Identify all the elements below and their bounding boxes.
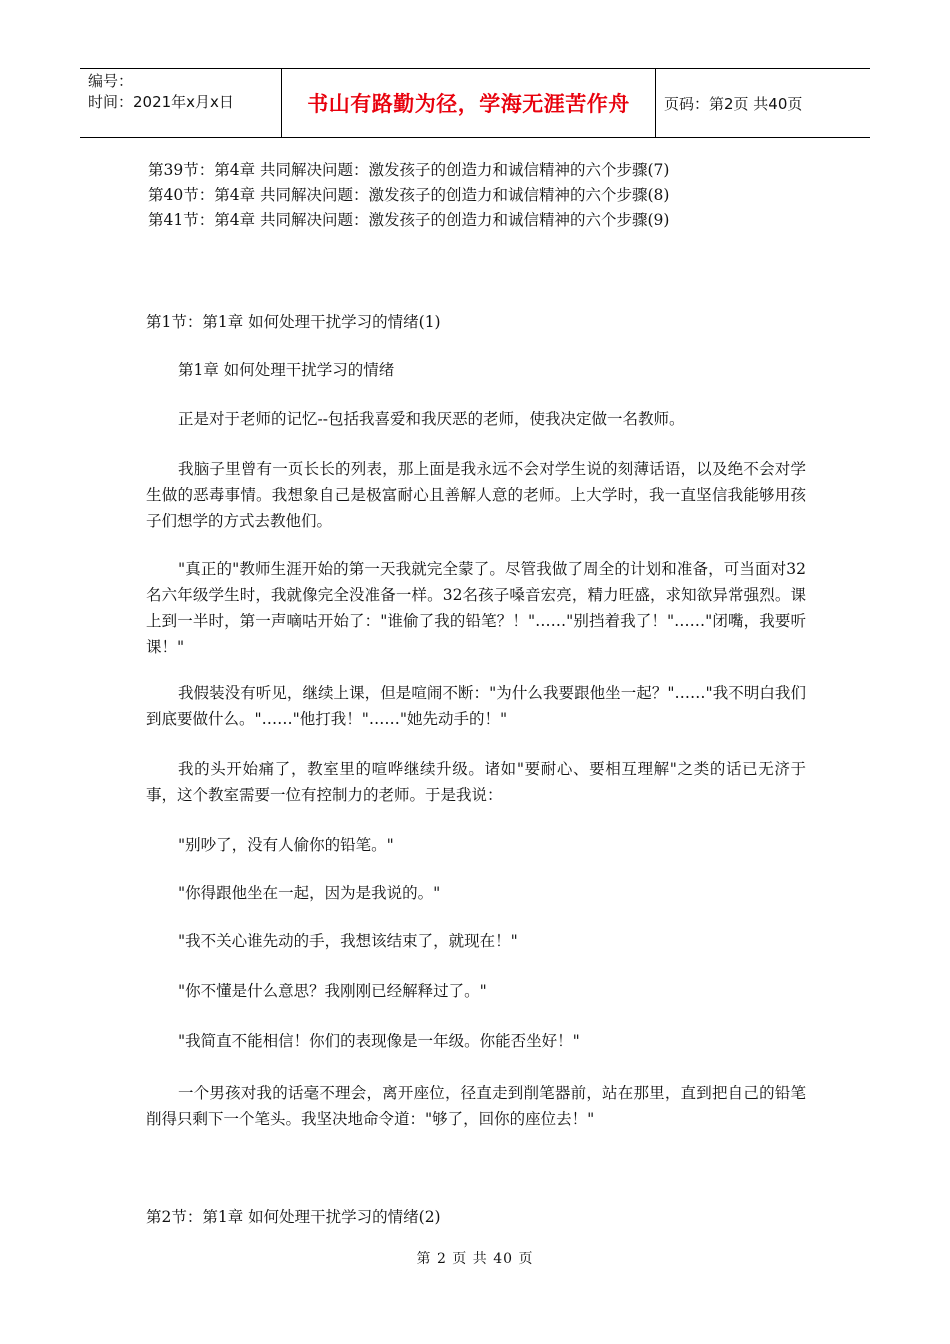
paragraph: "别吵了，没有人偷你的铅笔。" bbox=[178, 836, 394, 854]
paragraph: "你不懂是什么意思？我刚刚已经解释过了。" bbox=[178, 982, 487, 1000]
paragraph: "我不关心谁先动的手，我想该结束了，就现在！" bbox=[178, 932, 518, 950]
header-motto: 书山有路勤为径，学海无涯苦作舟 bbox=[282, 69, 656, 137]
paragraph: 我假装没有听见，继续上课，但是喧闹不断："为什么我要跟他坐一起？"……"我不明白我们到底要做什么。"……"他打我！"……"她先动手的！" bbox=[146, 684, 806, 728]
header-page-label: 页码：第2页 共40页 bbox=[664, 94, 803, 113]
table-of-contents bbox=[148, 158, 669, 233]
page-header bbox=[80, 68, 870, 138]
toc-item: 第41节：第4章 共同解决问题：激发孩子的创造力和诚信精神的六个步骤(9) bbox=[148, 211, 670, 229]
number-label: 编号： bbox=[88, 72, 134, 90]
header-meta bbox=[80, 69, 282, 137]
time-label: 时间：2021年x月x日 bbox=[88, 93, 234, 111]
section-title: 第2节：第1章 如何处理干扰学习的情绪(2) bbox=[146, 1208, 441, 1226]
paragraph: "你得跟他坐在一起，因为是我说的。" bbox=[178, 884, 441, 902]
chapter-title: 第1章 如何处理干扰学习的情绪 bbox=[178, 361, 395, 379]
paragraph: "我简直不能相信！你们的表现像是一年级。你能否坐好！" bbox=[178, 1032, 580, 1050]
toc-item: 第39节：第4章 共同解决问题：激发孩子的创造力和诚信精神的六个步骤(7) bbox=[148, 161, 670, 179]
paragraph: 我脑子里曾有一页长长的列表，那上面是我永远不会对学生说的刻薄话语，以及绝不会对学生做的恶毒事情。我想象自己是极富耐心且善解人意的老师。上大学时，我一直坚信我能够用孩子们想学的方式去教他们。 bbox=[146, 460, 806, 530]
page-footer: 第 2 页 共 40 页 bbox=[416, 1251, 534, 1267]
section-title: 第1节：第1章 如何处理干扰学习的情绪(1) bbox=[146, 313, 441, 331]
paragraph: 我的头开始痛了，教室里的喧哗继续升级。诸如"要耐心、要相互理解"之类的话已无济于事，这个教室需要一位有控制力的老师。于是我说： bbox=[146, 760, 806, 804]
toc-item: 第40节：第4章 共同解决问题：激发孩子的创造力和诚信精神的六个步骤(8) bbox=[148, 186, 670, 204]
paragraph: 一个男孩对我的话毫不理会，离开座位，径直走到削笔器前，站在那里，直到把自己的铅笔削得只剩下一个笔头。我坚决地命令道："够了，回你的座位去！" bbox=[146, 1084, 806, 1128]
paragraph: 正是对于老师的记忆--包括我喜爱和我厌恶的老师，使我决定做一名教师。 bbox=[178, 410, 685, 428]
paragraph: "真正的"教师生涯开始的第一天我就完全蒙了。尽管我做了周全的计划和准备，可当面对32名六年级学生时，我就像完全没准备一样。32名孩子嗓音宏亮，精力旺盛，求知欲异常强烈。课上到一半时，第一声嘀咕开始了："谁偷了我的铅笔？！"……"别挡着我了！"……"闭嘴，我要听课！" bbox=[146, 560, 806, 656]
